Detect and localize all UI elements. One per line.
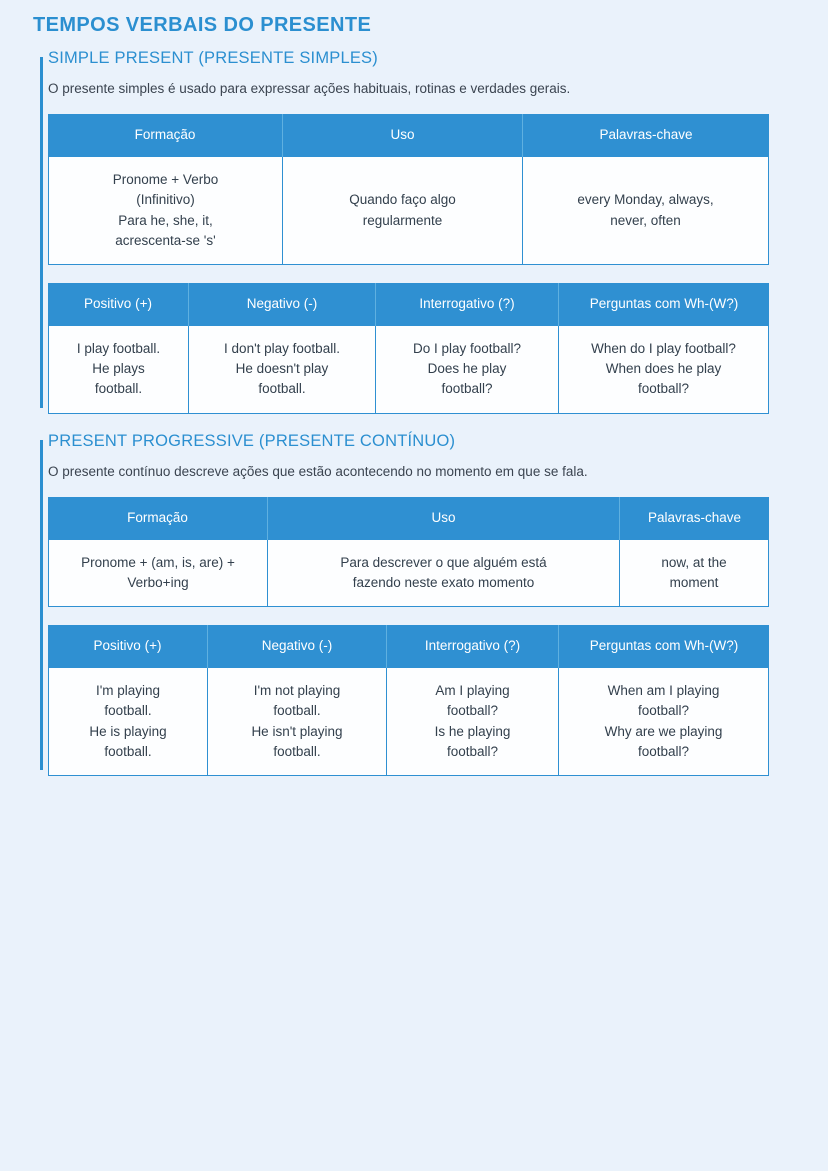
section-simple-present	[0, 49, 828, 414]
cell-line: Why are we playing	[604, 723, 723, 739]
column-header-uso: Uso	[283, 114, 523, 157]
cell-line: I don't play football.	[224, 340, 340, 356]
cell-positivo	[48, 326, 189, 414]
cell-line: football?	[637, 381, 690, 397]
cell-line: Does he play	[427, 361, 507, 377]
section-description: O presente simples é usado para expressar ações habituais, rotinas e verdades gerais.	[48, 81, 571, 96]
cell-line: I play football.	[76, 340, 161, 356]
cell-uso	[283, 157, 523, 265]
cell-line: Do I play football?	[412, 340, 522, 356]
cell-line: Verbo+ing	[127, 575, 189, 591]
table-formation-usage	[48, 497, 769, 607]
table-header-row	[48, 114, 769, 157]
section-title: SIMPLE PRESENT (PRESENTE SIMPLES)	[48, 49, 378, 67]
table-header-row	[48, 283, 769, 326]
table-row	[48, 326, 769, 414]
table-formation-usage	[48, 114, 769, 265]
cell-formacao	[48, 157, 283, 265]
cell-line: football?	[441, 381, 493, 397]
cell-line: (Infinitivo)	[136, 192, 195, 208]
column-header-negativo: Negativo (-)	[208, 625, 387, 668]
cell-line: Para he, she, it,	[118, 212, 213, 228]
cell-line: every Monday, always,	[577, 192, 714, 208]
table-header-row	[48, 497, 769, 540]
table-row	[48, 668, 769, 776]
cell-line: football?	[637, 703, 690, 719]
cell-negativo	[208, 668, 387, 776]
section-description: O presente contínuo descreve ações que estão acontecendo no momento em que se fala.	[48, 463, 588, 479]
cell-line: When does he play	[605, 361, 722, 377]
cell-line: Quando faço algo	[349, 192, 456, 208]
cell-line: regularmente	[362, 212, 443, 228]
column-header-uso: Uso	[268, 497, 620, 540]
column-header-negativo: Negativo (-)	[189, 283, 376, 326]
column-header-formacao: Formação	[48, 497, 268, 540]
cell-line: fazendo neste exato momento	[352, 575, 535, 591]
cell-positivo	[48, 668, 208, 776]
column-header-positivo: Positivo (+)	[48, 283, 189, 326]
section-title: PRESENT PROGRESSIVE (PRESENTE CONTÍNUO)	[48, 431, 456, 450]
cell-line: He isn't playing	[251, 723, 343, 739]
column-header-formacao: Formação	[48, 114, 283, 157]
table-forms	[48, 625, 769, 776]
cell-line: football?	[446, 703, 499, 719]
cell-line: football.	[273, 743, 321, 759]
table-forms	[48, 283, 769, 414]
cell-line: never, often	[610, 212, 681, 228]
cell-line: Is he playing	[434, 723, 511, 739]
cell-line: He plays	[92, 361, 145, 377]
cell-interrogativo	[376, 326, 559, 414]
cell-line: Para descrever o que alguém está	[340, 554, 547, 570]
column-header-palavras-chave: Palavras-chave	[620, 497, 769, 540]
cell-line: football?	[446, 743, 499, 759]
column-header-palavras-chave: Palavras-chave	[523, 114, 769, 157]
column-header-interrogativo: Interrogativo (?)	[376, 283, 559, 326]
cell-palavras-chave	[523, 157, 769, 265]
section-present-progressive	[0, 432, 828, 776]
cell-interrogativo	[387, 668, 559, 776]
cell-line: football.	[94, 381, 143, 397]
cell-line: When am I playing	[607, 683, 720, 699]
column-header-positivo: Positivo (+)	[48, 625, 208, 668]
cell-line: He is playing	[89, 723, 167, 739]
cell-uso	[268, 540, 620, 608]
cell-line: I'm not playing	[253, 683, 341, 699]
page-title: TEMPOS VERBAIS DO PRESENTE	[33, 14, 372, 36]
cell-line: football.	[104, 703, 152, 719]
cell-palavras-chave	[620, 540, 769, 608]
cell-negativo	[189, 326, 376, 414]
column-header-wh-questions: Perguntas com Wh-(W?)	[559, 283, 769, 326]
table-header-row	[48, 625, 769, 668]
cell-line: Am I playing	[435, 683, 510, 699]
table-row	[48, 157, 769, 265]
cell-line: He doesn't play	[235, 361, 329, 377]
cell-line: moment	[669, 575, 719, 591]
column-header-wh-questions: Perguntas com Wh-(W?)	[559, 625, 769, 668]
cell-line: now, at the	[661, 554, 727, 570]
cell-line: Pronome + (am, is, are) +	[81, 554, 235, 570]
cell-line: football.	[104, 743, 152, 759]
cell-line: Pronome + Verbo	[112, 172, 219, 188]
cell-formacao	[48, 540, 268, 608]
cell-wh-questions	[559, 326, 769, 414]
cell-line: I'm playing	[95, 683, 161, 699]
table-row	[48, 540, 769, 608]
cell-wh-questions	[559, 668, 769, 776]
cell-line: football?	[637, 743, 690, 759]
column-header-interrogativo: Interrogativo (?)	[387, 625, 559, 668]
cell-line: When do I play football?	[591, 340, 736, 356]
cell-line: football.	[258, 381, 306, 397]
cell-line: football.	[273, 703, 321, 719]
cell-line: acrescenta-se 's'	[115, 232, 216, 248]
